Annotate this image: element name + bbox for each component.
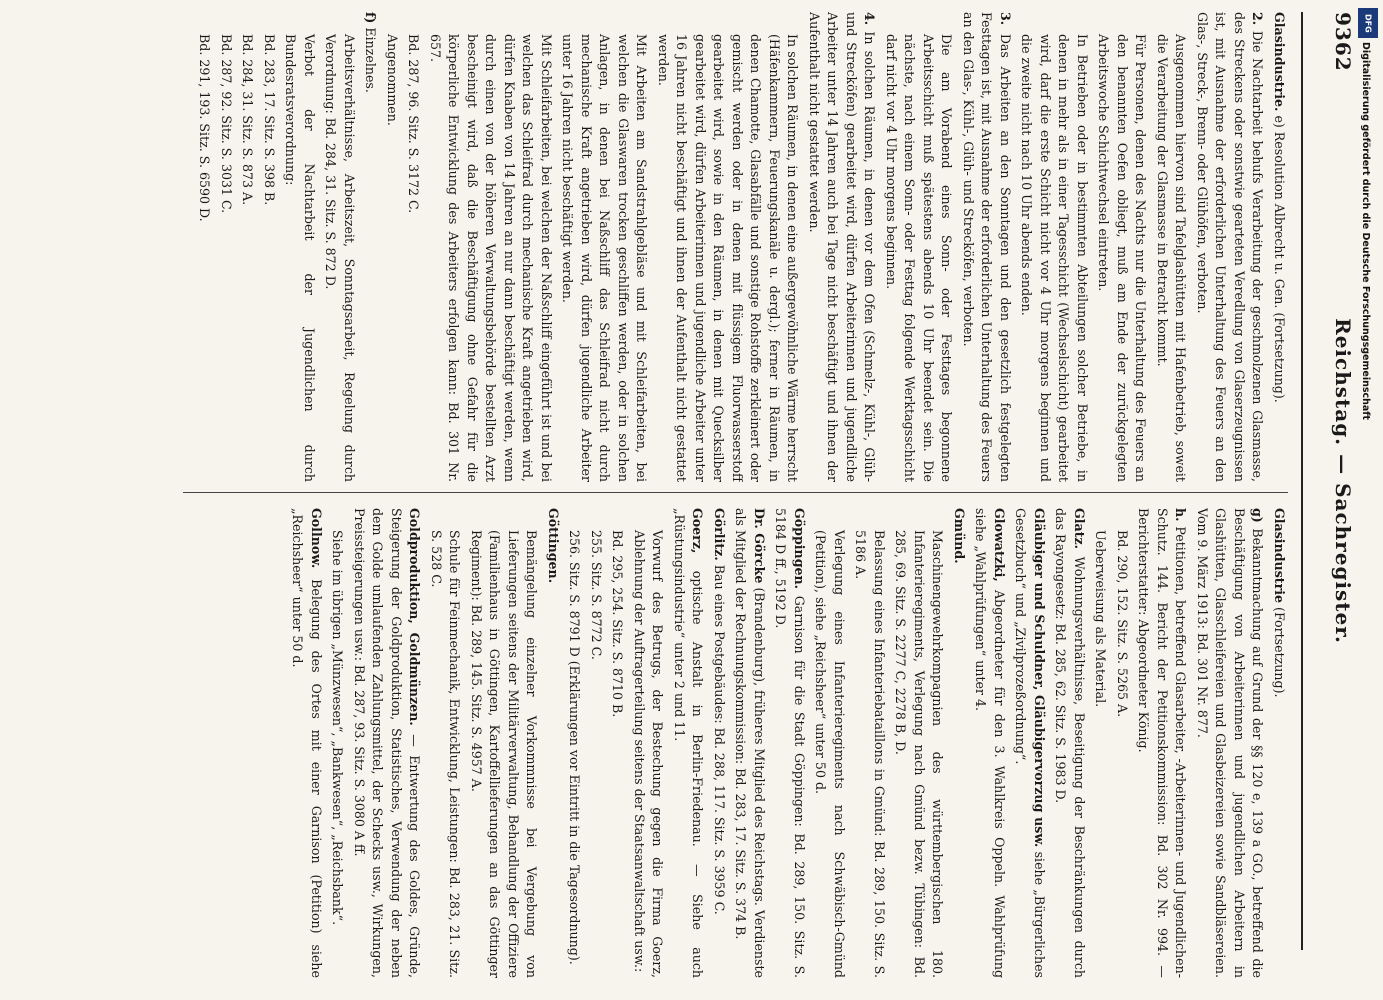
entry-text: Ausgenommen hiervon sind Tafelglashütten mit Hafenbetrieb, soweit die Verarbeitung der Glasmasse in Betracht kommt. — [1155, 34, 1189, 482]
entry-keyword: Gollnow. — [309, 508, 324, 569]
entry-text: optische Anstalt in Berlin-Friedenau. — Siehe auch „Rüstungsindustrie“ unter 2 und 11. — [672, 508, 706, 978]
right-column-entry — [1091, 508, 1110, 978]
entry-text: In solchen Räumen, in denen eine außergewöhnliche Wärme herrscht (Häfenkammern, Feuerungskanäle u. dergl.); ferner in Räumen, in denen Chamotte, Glasabfälle und sonstige Rohstoffe zerkleinert oder gemischt werden oder in denen mit flüssigem Fluorwasserstoff gearbeitet wird, sowie in den Räumen, in denen mit Quecksilber gearbeitet wird, dürfen Arbeiterinnen und jugendliche Arbeiter unter 16 Jahren nicht beschäftigt und ihnen der Aufenthalt nicht gestattet werden. — [656, 34, 801, 482]
right-column-entry — [350, 508, 424, 978]
left-column-entry — [1094, 12, 1150, 482]
left-column-entry — [1270, 12, 1289, 482]
left-column-entry — [805, 12, 879, 482]
dfg-logo: DFG — [1358, 8, 1378, 38]
entry-keyword: 2. — [1250, 12, 1266, 26]
entry-keyword: Göppingen. — [792, 508, 807, 590]
entry-text: Bd. 287, 92. Sitz. S. 3031 C. — [219, 34, 234, 214]
entry-text: (Fortsetzung). — [1272, 607, 1287, 698]
right-column-entry — [891, 508, 947, 978]
entry-keyword: Glasindustrie. — [1272, 12, 1287, 112]
left-column-entry — [281, 12, 318, 482]
left-column-entry — [1153, 12, 1190, 482]
entry-text: Angenommen. — [385, 34, 400, 126]
entry-text: 255. Sitz. S. 8772 C. — [589, 530, 604, 660]
right-column-entry — [971, 508, 1008, 978]
left-column-entry — [426, 12, 556, 482]
entry-keyword: Gmünd. — [952, 508, 967, 564]
left-column-entry — [882, 12, 956, 482]
right-column — [183, 508, 1288, 978]
entry-text: Belassung eines Infanteriebataillons in Gmünd: Bd. 289, 150. Sitz. S. 5186 A. — [853, 530, 887, 978]
right-column-entry — [587, 508, 606, 978]
entry-keyword: 4. — [862, 12, 878, 26]
entry-text: Für Personen, denen des Nachts nur die Unterhaltung des Feuers an den benannten Oefen obliegt, muß am Ende der zurückgelegten Arbeitswoche Schichtwechsel eintreten. — [1096, 34, 1149, 482]
page-number: 9362 — [1331, 12, 1355, 72]
left-column-entry — [654, 12, 802, 482]
entry-text: Maschinengewehrkompagnien des württembergischen 180. Infanterieregiments, Verlegung nach Gmünd bezw. Tübingen: Bd. 285, 69. Sitz. S. 2277 C, 2278 B, D. — [893, 530, 946, 978]
right-column-entry — [771, 508, 808, 978]
entry-text: Das Arbeiten an den Sonntagen und den gesetzlich festgelegten Festtagen ist, mit Ausnahme der erforderlichen Unterhaltung des Feuers an den Glas-, Kühl-, Glüh- und Strecköfen, verboten. — [961, 12, 1013, 482]
entry-keyword: 3. — [998, 12, 1013, 26]
entry-keyword: h. — [1173, 508, 1189, 522]
entry-text: In solchen Räumen, in denen vor dem Ofen (Schmelz-, Kühl-, Glüh- und Strecköfen) gearbeitet wird, dürfen Arbeiterinnen und jugendliche Arbeiter unter 14 Jahren auch bei Tage nicht beschäftigt und ihnen der Aufenthalt nicht gestattet werden. — [807, 12, 878, 482]
entry-text: Mit Arbeiten am Sandstrahlgebläse und mit Schleifarbeiten, bei welchen die Glaswaren trocken geschliffen werden, oder in solchen Anlagen, in denen bei Naßschliff das Schleifrad nicht durch mechanische Kraft angetrieben wird, dürfen jugendliche Arbeiter unter 16 Jahren nicht beschäftigt werden. — [560, 34, 650, 482]
left-column-entry — [1017, 12, 1091, 482]
entry-text: Bd. 291, 193. Sitz. S. 6590 D. — [197, 34, 213, 222]
left-column-entry — [260, 12, 279, 482]
right-column-entry — [1011, 508, 1048, 978]
page-title: Reichstag. — Sachregister. — [1331, 318, 1355, 644]
right-column-entry — [1193, 508, 1267, 978]
entry-keyword: Görlitz. — [712, 508, 727, 561]
entry-text: Bd. 284, 31. Sitz. S. 873 A. — [240, 34, 256, 206]
entry-text: Verlegung eines Infanterieregiments nach Schwäbisch-Gmünd (Petition), siehe „Reichsheer“ unter 50 d. — [813, 530, 847, 978]
right-column-entry — [565, 508, 584, 978]
left-column-entry — [1193, 12, 1267, 482]
column-divider — [183, 492, 1288, 493]
right-column-entry — [328, 508, 347, 978]
left-column-entry — [404, 12, 423, 482]
entry-text: Bemängelung einzelner Vorkommnisse bei Vergebung von Lieferungen seitens der Militärverwaltung, Behandlung der Offiziere (Familienhaus in Göttingen, Kartoffellieferungen an das Göttinger Regiment): Bd. 289, 145. Sitz. S. 4957 A. — [469, 530, 540, 978]
right-column-entry — [950, 508, 969, 978]
entry-text: Bd. 295, 254. Sitz. S. 8710 B. — [610, 530, 626, 718]
entry-text: Garnison für die Stadt Göppingen: Bd. 289, 150. Sitz. S. 5184 D ff., 5192 D. — [773, 508, 807, 978]
entry-keyword: Gläubiger und Schuldner, Gläubigervorzug usw. — [1032, 508, 1047, 848]
entry-text: In Betrieben oder in bestimmten Abteilungen solcher Betriebe, in denen in mehr als in einer Tagesschicht (Wechselschicht) gearbeitet wird, darf die erste Schicht nicht vor 4 Uhr morgens beginnen und die zweite nicht nach 10 Uhr abends enden. — [1019, 34, 1090, 482]
entry-text: Die Nachtarbeit behufs Verarbeitung der geschmolzenen Glasmasse, des Streckens oder sonstwie gearteten Veredlung von Glaserzeugnissen ist, mit Ausnahme der erforderlichen Unterhaltung des Feuers an den Glas-, Streck-, Brenn- oder Glühöfen, verboten. — [1195, 12, 1266, 482]
left-column-entry — [558, 12, 651, 482]
left-column-entry — [383, 12, 402, 482]
entry-keyword: Goldproduktion, Goldmünzen. — [407, 508, 423, 726]
left-column — [183, 12, 1288, 482]
entry-text: Bd. 283, 17. Sitz. S. 398 B. — [262, 34, 277, 206]
entry-text: Arbeitsverhältnisse, Arbeitszeit, Sonntagsarbeit, Regelung durch Verordnung: Bd. 284, 31. Sitz. S. 872 D. — [323, 34, 357, 482]
right-column-entry — [1134, 508, 1190, 978]
right-column-entry — [670, 508, 707, 978]
entry-keyword: Glasindustrie — [1272, 508, 1287, 604]
left-column-entry — [195, 12, 214, 482]
right-column-entry — [1270, 508, 1289, 978]
header-rule — [1301, 12, 1303, 950]
right-column-entry — [811, 508, 848, 978]
right-column-entry — [1051, 508, 1088, 978]
left-column-entry — [321, 12, 358, 482]
right-column-entry — [288, 508, 325, 978]
entry-text: Die am Vorabend eines Sonn- oder Festtages begonnene Arbeitsschicht muß spätestens abends 10 Uhr beendet sein. Die nächste, nach einem Sonn- oder Festtag folgende Werktagsschicht darf nicht vor 4 Uhr morgens beginnen. — [884, 34, 955, 482]
right-column-entry — [1113, 508, 1132, 978]
entry-text: Bd. 290, 152. Sitz. S. 5265 A. — [1115, 530, 1130, 718]
entry-text: 256. Sitz. S. 8791 D (Erklärungen vor Eintritt in die Tagesordnung). — [567, 530, 583, 965]
entry-text: Einzelnes. — [363, 27, 379, 93]
left-column-entry — [959, 12, 1015, 482]
right-column-entry — [710, 508, 729, 978]
digitization-sidebar — [1356, 6, 1382, 1000]
entry-text: Petitionen, betreffend Glasarbeiter, -Arbeiterinnen- und Jugendlichen-Schutz. 144. Bericht der Petitionskommission: Bd. 302 Nr. 994. — Berichterstatter: Abgeordneter König. — [1136, 508, 1189, 978]
entry-text: Abgeordneter für den 3. Wahlkreis Oppeln. Wahlprüfung siehe „Wahlprüfungen“ unter 4. — [973, 508, 1007, 978]
entry-keyword: Glatz. — [1072, 508, 1087, 550]
entry-text: Siehe im übrigen „Münzwesen“, „Bankwesen“, „Reichsbank“. — [330, 530, 346, 926]
entry-text: Verbot der Nachtarbeit der Jugendlichen durch Bundesratsverordnung: — [283, 34, 317, 482]
right-column-entry — [608, 508, 627, 978]
entry-text: Belegung des Ortes mit einer Garnison (Petition) siehe „Reichsheer“ unter 50 d. — [290, 508, 324, 978]
entry-text: Wohnungsverhältnisse, Beseitigung der Beschränkungen durch das Rayongesetz: Bd. 285, 62. Sitz. S. 1983 D. — [1053, 508, 1087, 978]
right-column-entry — [731, 508, 768, 978]
entry-text: (Brandenburg), früheres Mitglied des Reichstags. Verdienste als Mitglied der Rechnungskommission: Bd. 283, 17. Sitz. S. 374 B. — [733, 508, 767, 978]
entry-text: Mit Schleifarbeiten, bei welchen der Naßschliff eingeführt ist und bei welchen das Schleifrad durch mechanische Kraft angetrieben wird, dürfen Knaben von 14 Jahren an nur dann beschäftigt werden, wenn durch einen von der höheren Verwaltungsbehörde bestellten Arzt bescheinigt wird, daß die Beschäftigung ohne Gefahr für die körperliche Entwicklung des Arbeiters erfolgen kann: Bd. 301 Nr. 657. — [428, 34, 554, 482]
entry-text: — Entwertung des Goldes, Gründe, Steigerung der Goldproduktion, Statistisches, Verwendung der neben dem Golde umlaufenden Zahlungsmittel, der Schecks usw., Wirkungen, Preissteigerungen usw.: Bd. 287, 93. Sitz. S. 3080 A ff. — [352, 508, 423, 978]
entry-text: e) Resolution Albrecht u. Gen. (Fortsetzung). — [1272, 115, 1287, 403]
right-column-entry — [630, 508, 667, 978]
left-column-entry — [238, 12, 257, 482]
entry-keyword: f) — [363, 12, 379, 24]
left-column-entry — [217, 12, 236, 482]
left-column-entry — [361, 12, 380, 482]
right-column-entry — [851, 508, 888, 978]
entry-keyword: Glowatzki, — [992, 508, 1007, 582]
entry-text: Schule für Feinmechanik, Entwicklung, Leistungen: Bd. 283, 21. Sitz. S. 528 C. — [429, 530, 463, 978]
entry-text: Bekanntmachung auf Grund der §§ 120 e, 139 a GO., betreffend die Beschäftigung von Arbeiterinnen und jugendlichen Arbeitern in Glashütten, Glasschleifereien und Glasbeizereien sowie Sandbläsereien. Vom 9. März 1913: Bd. 301 Nr. 877. — [1195, 508, 1266, 978]
digitization-credit: Digitalisierung gefördert durch die Deutsche Forschungsgemeinschaft — [1360, 42, 1371, 420]
entry-text: Bau eines Postgebäudes: Bd. 288, 117. Sitz. S. 3959 C. — [712, 564, 727, 915]
entry-text: Bd. 287, 96. Sitz. S. 3172 C. — [406, 34, 422, 214]
entry-keyword: Dr. Görcke — [752, 508, 767, 584]
right-column-entry — [544, 508, 563, 978]
entry-keyword: Goerz, — [690, 508, 706, 554]
right-column-entry — [467, 508, 541, 978]
entry-text: siehe „Bürgerliches Gesetzbuch“ und „Zivilprozeßordnung“. — [1013, 508, 1047, 978]
right-column-entry — [427, 508, 464, 978]
entry-keyword: g) — [1250, 508, 1266, 523]
entry-text: Vorwurf des Betrugs, der Bestechung gegen die Firma Goerz, Ablehnung der Auftragerteilung seitens der Staatsanwaltschaft usw.: — [632, 530, 666, 978]
entry-keyword: Göttingen. — [546, 508, 561, 584]
entry-text: Ueberweisung als Material. — [1093, 530, 1109, 708]
